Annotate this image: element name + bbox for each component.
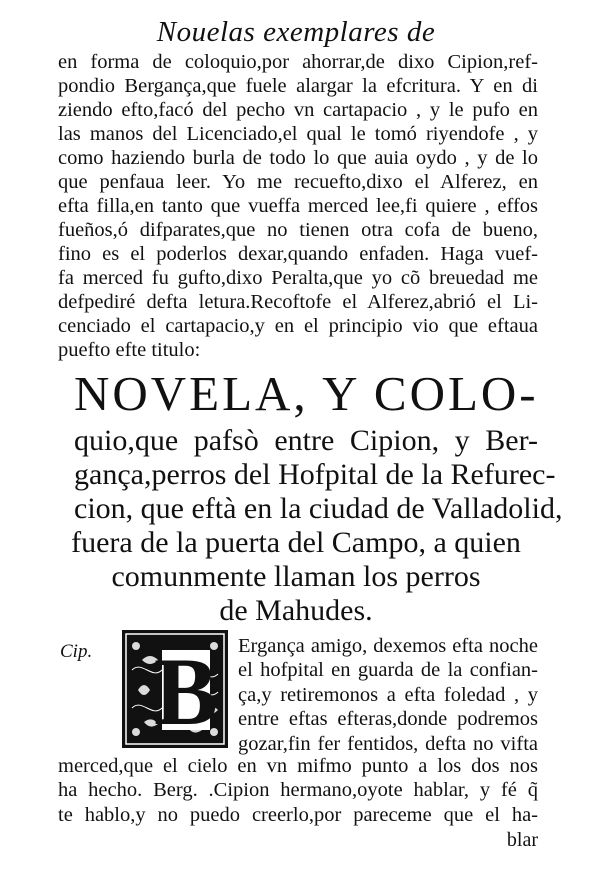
text-line: gozar,fin fer fentidos, defta no vifta: [238, 732, 538, 755]
drop-cap-letter: B: [153, 638, 219, 745]
title-line: de Mahudes.: [219, 594, 373, 627]
text-line: como haziendo burla de todo lo que auia oydo , y de lo: [58, 147, 538, 169]
text-line: ça,y retiremonos a efta foledad , y: [238, 683, 538, 706]
title-main-line: NOVELA, Y COLO-: [74, 366, 539, 421]
text-line: Ergança amigo, dexemos efta noche: [238, 635, 538, 657]
title-line: comunmente llaman los perros: [111, 560, 481, 593]
text-line: en forma de coloquio,por ahorrar,de dixo Cipion,ref-: [58, 51, 538, 73]
text-line: cenciado el cartapacio,y en el principio vio que eftaua: [58, 315, 538, 337]
title-line: cion, que eftà en la ciudad de Valladolid,: [74, 492, 563, 525]
title-line: fuera de la puerta del Campo, a quien: [71, 526, 521, 559]
text-line: fueños,ó difparates,que no tienen otra cofa de bueno,: [58, 219, 538, 241]
text-line: ziendo efto,facó del pecho vn cartapacio , y le pufo en: [58, 99, 538, 121]
title-line: gança,perros del Hofpital de la Refurec-: [74, 458, 556, 491]
running-head: Nouelas exemplares de: [156, 16, 436, 48]
text-line: las manos del Licenciado,el qual le tomó riyendofe , y: [58, 123, 538, 145]
text-line: fa merced fu gufto,dixo Peralta,que yo cõ breuedad me: [58, 267, 538, 289]
speaker-label: Cip.: [60, 641, 93, 662]
dialogue-full-block: [58, 754, 538, 827]
dialogue-indented-block: [238, 634, 538, 756]
text-line: puefto efte titulo:: [58, 339, 201, 361]
text-line: entre eftas efteras,donde podremos: [238, 708, 538, 731]
text-line: efta filla,en tanto que vueffa merced lee,fi quiere , effos: [58, 195, 538, 217]
preface-paragraph: [58, 50, 538, 362]
text-line: pondio Bergança,que fuele alargar la efcritura. Y en di: [58, 75, 538, 97]
text-line: fino es el poderlos dexar,quando enfaden. Haga vuef-: [58, 243, 538, 265]
catchword: blar: [506, 829, 538, 851]
text-line: el hofpital en guarda de la confian-: [238, 659, 538, 682]
text-line: te hablo,y no puedo creerlo,por pareceme que el ha-: [58, 803, 538, 826]
title-line: quio,que pafsò entre Cipion, y Ber-: [74, 424, 538, 457]
text-line: ha hecho. Berg. .Cipion hermano,oyote hablar, y fé q̃: [58, 779, 538, 802]
text-line: merced,que el cielo en vn mifmo punto a los dos nos: [58, 755, 538, 777]
text-line: defpediré defta letura.Recoftofe el Alferez,abrió el Li-: [58, 291, 538, 313]
decorated-initial-icon: [122, 630, 228, 748]
text-line: que penfaua leer. Yo me recuefto,dixo el Alferez, en: [58, 171, 538, 193]
